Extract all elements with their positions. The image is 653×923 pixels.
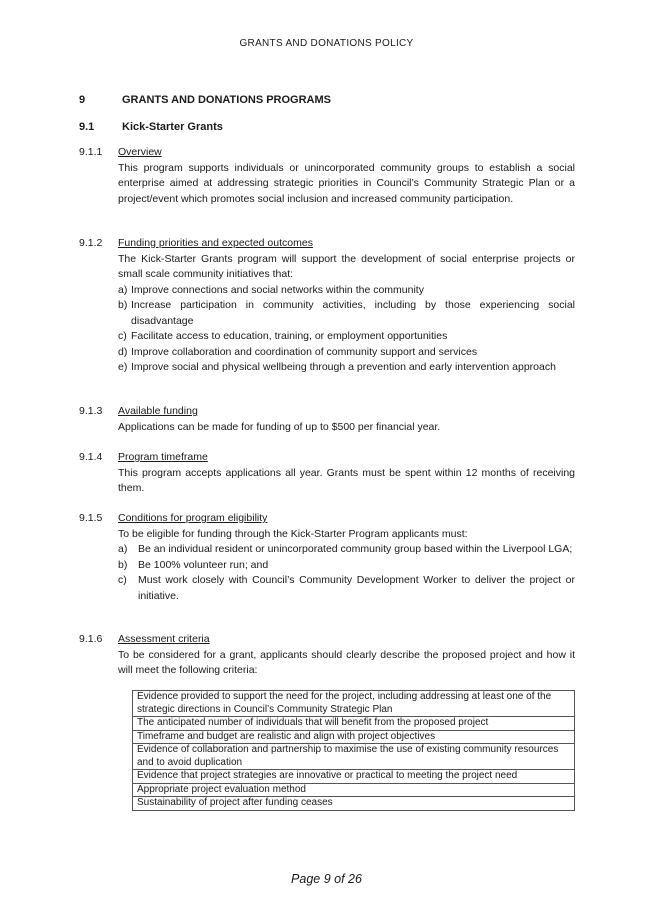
clause-title: Available funding: [118, 405, 198, 417]
list-item: b) Increase participation in community activities, including by those experiencing social disadvantage: [118, 299, 575, 327]
clause-intro: The Kick-Starter Grants program will support the development of social enterprise projects or small scale community initiatives that:: [118, 252, 575, 280]
subsection-heading: [79, 121, 223, 133]
clause-title: Overview: [118, 146, 162, 158]
section-number: 9: [79, 94, 86, 106]
clause-title: Program timeframe: [118, 451, 208, 463]
clause-eligibility: [79, 511, 575, 604]
clause-number: 9.1.2: [79, 237, 103, 249]
section-title: GRANTS AND DONATIONS PROGRAMS: [122, 94, 331, 106]
list-item: c) Must work closely with Council’s Community Development Worker to deliver the project or initiative.: [118, 574, 575, 602]
table-row: [133, 770, 575, 784]
clause-title: Funding priorities and expected outcomes: [118, 237, 313, 249]
clause-number: 9.1.3: [79, 405, 103, 417]
clause-funding-priorities: [79, 236, 575, 376]
clause-text: Applications can be made for funding of up to $500 per financial year.: [118, 420, 441, 433]
criteria-cell: Evidence of collaboration and partnership to maximise the use of existing community resources and to avoid duplication: [133, 744, 575, 770]
page-header: GRANTS AND DONATIONS POLICY: [239, 38, 414, 49]
subsection-title: Kick-Starter Grants: [122, 121, 223, 133]
section-heading: [79, 94, 331, 106]
criteria-cell: Timeframe and budget are realistic and align with project objectives: [133, 730, 575, 744]
clause-number: 9.1.1: [79, 146, 103, 158]
criteria-cell: Evidence provided to support the need for the project, including addressing at least one of the strategic directions in Council’s Community Strategic Plan: [133, 691, 575, 717]
list-item: b) Be 100% volunteer run; and: [118, 558, 269, 571]
clause-assessment-criteria: [79, 632, 575, 679]
list-item: c) Facilitate access to education, training, or employment opportunities: [118, 330, 448, 342]
clause-number: 9.1.5: [79, 512, 103, 524]
clause-title: Conditions for program eligibility: [118, 512, 268, 524]
table-row: [133, 797, 575, 811]
table-row: [133, 717, 575, 731]
clause-number: 9.1.4: [79, 451, 103, 463]
page-footer: Page 9 of 26: [291, 872, 362, 886]
list-item: a) Be an individual resident or unincorporated community group based within the Liverpool LGA;: [118, 543, 573, 555]
clause-intro: To be considered for a grant, applicants should clearly describe the proposed project and how it will meet the following criteria:: [118, 648, 575, 676]
clause-number: 9.1.6: [79, 633, 103, 645]
list-item: d) Improve collaboration and coordination of community support and services: [118, 345, 478, 358]
clause-overview: [79, 145, 575, 207]
criteria-cell: Sustainability of project after funding ceases: [133, 797, 575, 811]
clause-title: Assessment criteria: [118, 633, 210, 645]
clause-text: This program accepts applications all year. Grants must be spent within 12 months of receiving them.: [118, 466, 575, 494]
list-item: a) Improve connections and social networks within the community: [118, 283, 424, 296]
table-row: [133, 730, 575, 744]
criteria-cell: Evidence that project strategies are innovative or practical to meeting the project need: [133, 770, 575, 784]
table-row: [133, 691, 575, 717]
criteria-cell: The anticipated number of individuals that will benefit from the proposed project: [133, 717, 575, 731]
criteria-cell: Appropriate project evaluation method: [133, 783, 575, 797]
clause-available-funding: [79, 404, 575, 435]
clause-program-timeframe: [79, 450, 575, 497]
table-row: [133, 783, 575, 797]
subsection-number: 9.1: [79, 121, 95, 133]
clause-intro: To be eligible for funding through the Kick-Starter Program applicants must:: [118, 527, 468, 540]
table-row: [133, 744, 575, 770]
list-item: e) Improve social and physical wellbeing through a prevention and early intervention approach: [118, 361, 556, 373]
clause-text: This program supports individuals or unincorporated community groups to establish a social enterprise aimed at addressing strategic priorities in Council’s Community Strategic Plan or a project/event which promotes social inclusion and increased community participation.: [118, 161, 575, 205]
criteria-table: [132, 690, 575, 811]
